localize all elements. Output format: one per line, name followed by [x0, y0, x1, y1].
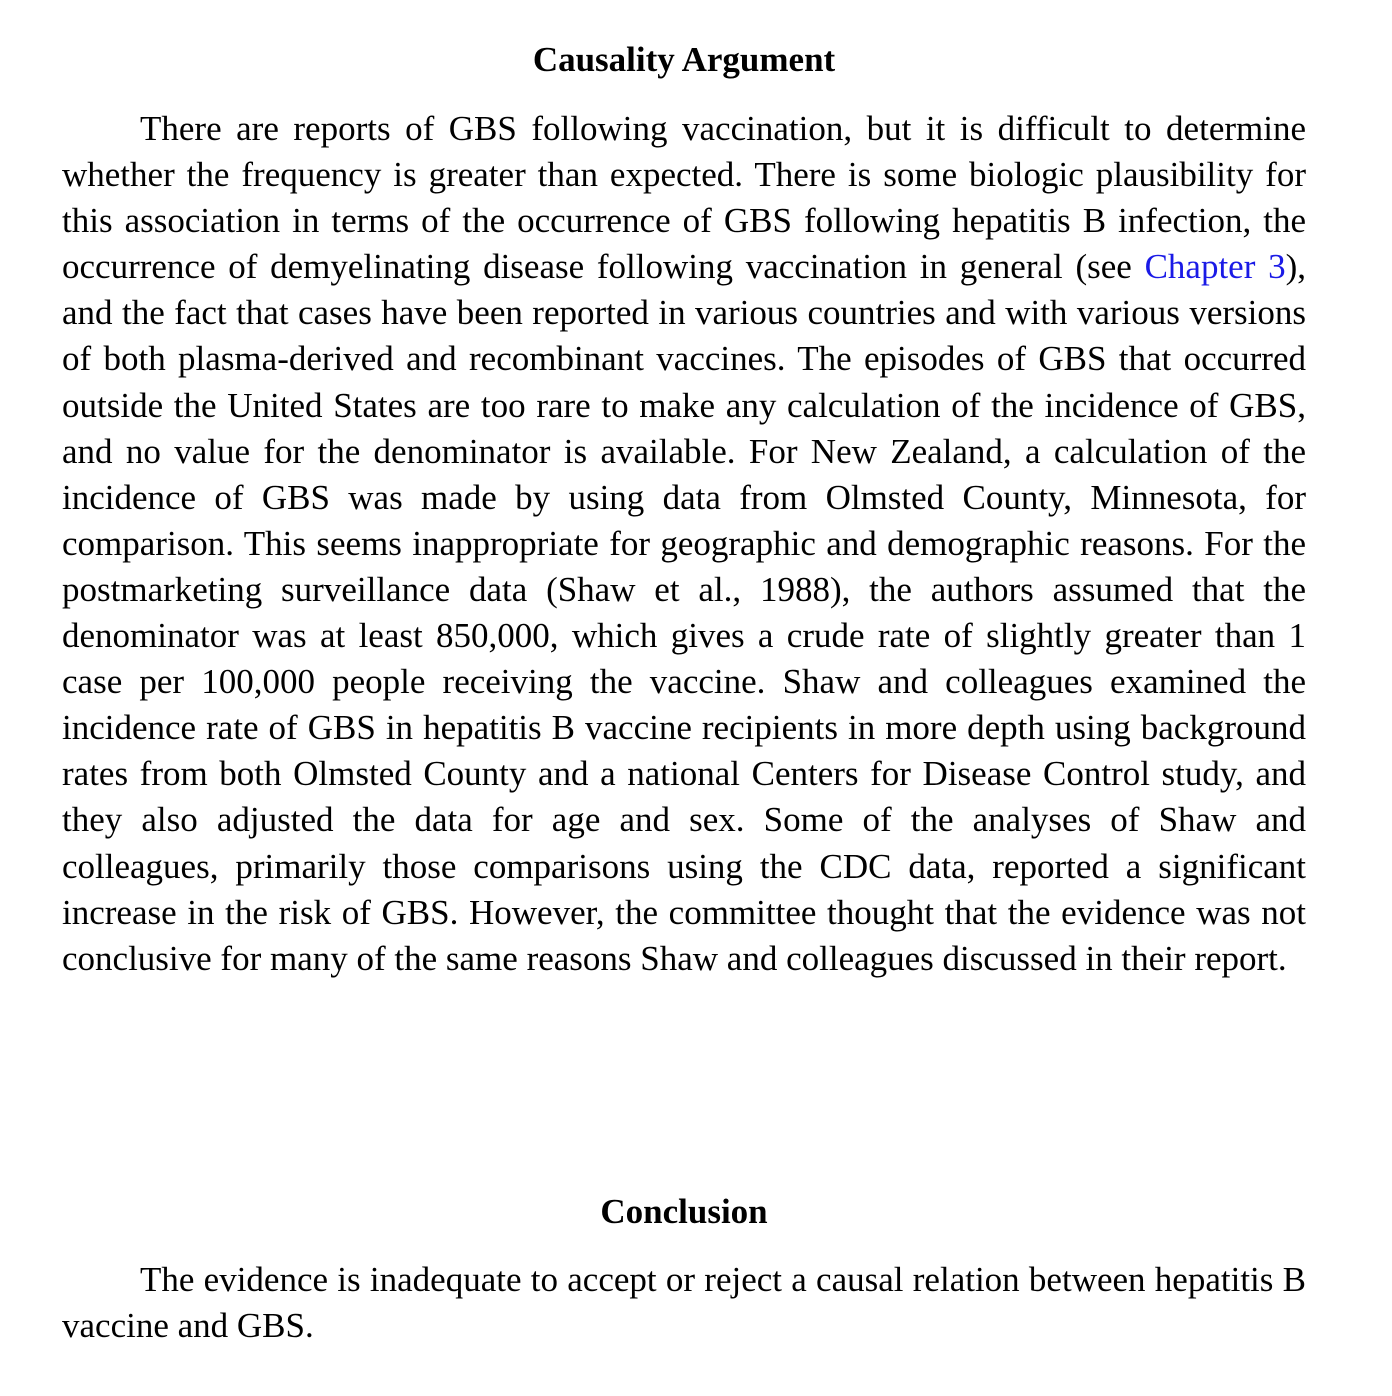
- section-heading-conclusion: Conclusion: [600, 1192, 768, 1231]
- chapter-3-link[interactable]: Chapter 3: [1144, 247, 1286, 287]
- causality-text-before-link: There are reports of GBS following vaccination, but it is difficult to determine whether the frequency is greater than expected. There is some biologic plausibility for this association in terms of the occurrence of GBS following hepatitis B infection, the occurrence of demyelinating disease following vaccination in general (see: [62, 109, 1306, 287]
- conclusion-paragraph: The evidence is inadequate to accept or reject a causal relation between hepatitis B vaccine and GBS.: [62, 1260, 1306, 1346]
- section-heading-causality-argument: Causality Argument: [532, 40, 836, 79]
- causality-text-after-link: ), and the fact that cases have been reported in various countries and with various versions of both plasma-derived and recombinant vaccines. The episodes of GBS that occurred outside the United States are too rare to make any calculation of the incidence of GBS, and no value for the denominator is available. For New Zealand, a calculation of the incidence of GBS was made by using data from Olmsted County, Minnesota, for comparison. This seems inappropriate for geographic and demographic reasons. For the postmarketing surveillance data (Shaw et al., 1988), the authors assumed that the denominator was at least 850,000, which gives a crude rate of slightly greater than 1 case per 100,000 people receiving the vaccine. Shaw and colleagues examined the incidence rate of GBS in hepatitis B vaccine recipients in more depth using background rates from both Olmsted County and a national Centers for Disease Control study, and they also adjusted the data for age and sex. Some of the analyses of Shaw and colleagues, primarily those comparisons using the CDC data, reported a significant increase in the risk of GBS. However, the committee thought that the evidence was not conclusive for many of the same reasons Shaw and colleagues discussed in their report.: [62, 247, 1307, 978]
- causality-paragraph: [62, 106, 1306, 982]
